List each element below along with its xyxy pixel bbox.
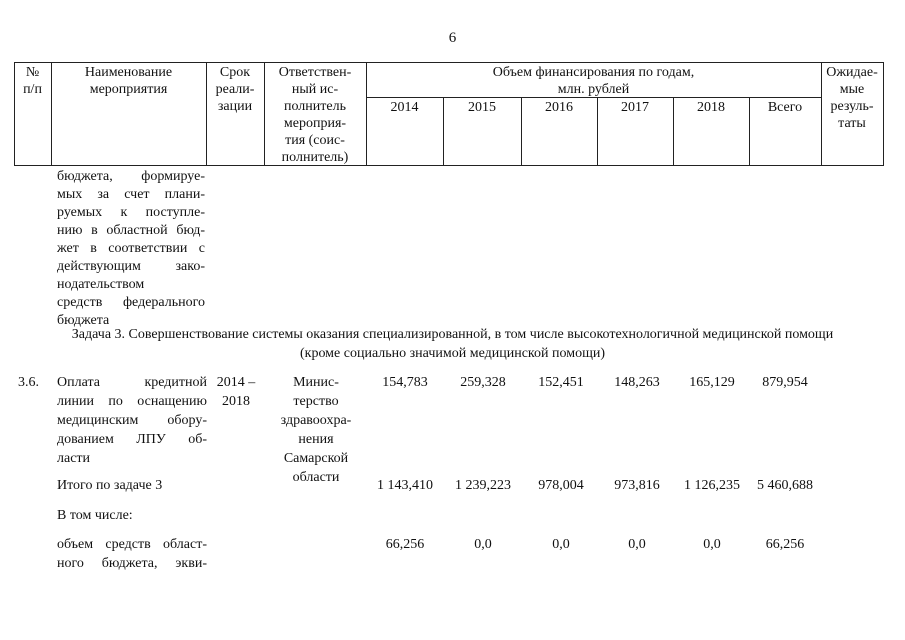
value-total: 879,954 [762,375,808,390]
regional-2016: 0,0 [552,537,570,552]
header-responsible: Ответствен- ный ис- полнитель мероприя- тия (соис- полнитель) [278,65,352,165]
task-title: Задача 3. Совершенствование системы оказания специализированной, в том числе высокотехнологичной медицинской помощи (кроме социально значимой медицинской помощи) [71,327,834,361]
header-no: № п/п [23,65,42,97]
total-2015: 1 239,223 [455,478,511,493]
header-term: Срок реали- зации [215,65,255,114]
header-year-2015: 2015 [468,100,496,115]
regional-2017: 0,0 [628,537,646,552]
page-number: 6 [448,30,457,46]
regional-2014: 66,256 [385,537,425,552]
header-year-2017: 2017 [621,100,649,115]
value-2017: 148,263 [614,375,660,390]
regional-2015: 0,0 [474,537,492,552]
total-2017: 973,816 [614,478,660,493]
value-2018: 165,129 [689,375,735,390]
regional-total: 66,256 [765,537,805,552]
total-2018: 1 126,235 [684,478,740,493]
total-all: 5 460,688 [757,478,813,493]
row-term: 2014 – 2018 [216,375,256,409]
value-2015: 259,328 [460,375,506,390]
value-2016: 152,451 [538,375,584,390]
continuation-text: бюджета, формируе- мых за счет плани- руемых к поступле- нию в областной бюд- жет в соответствии с действующим зако- нодательством средств федерального бюджета [57,169,205,328]
value-2014: 154,783 [382,375,428,390]
header-year-2016: 2016 [545,100,573,115]
regional-name: объем средств област- ного бюджета, экви- [57,537,207,571]
regional-2018: 0,0 [703,537,721,552]
row-responsible: Минис- терство здравоохра- нения Самарской области [280,375,352,485]
row-number: 3.6. [18,375,39,390]
row-name: Оплата кредитной линии по оснащению медицинским обору- дованием ЛПУ об- ласти [57,375,207,466]
header-year-2014: 2014 [390,100,419,115]
header-total: Всего [767,100,803,115]
header-name: Наименование мероприятия [84,65,173,97]
including-label: В том числе: [57,508,133,523]
header-funding-title: Объем финансирования по годам, млн. рублей [492,65,695,97]
total-label: Итого по задаче 3 [57,478,163,493]
header-year-2018: 2018 [697,100,725,115]
total-2014: 1 143,410 [377,478,433,493]
total-2016: 978,004 [538,478,584,493]
header-results: Ожидае- мые резуль- таты [826,65,878,131]
